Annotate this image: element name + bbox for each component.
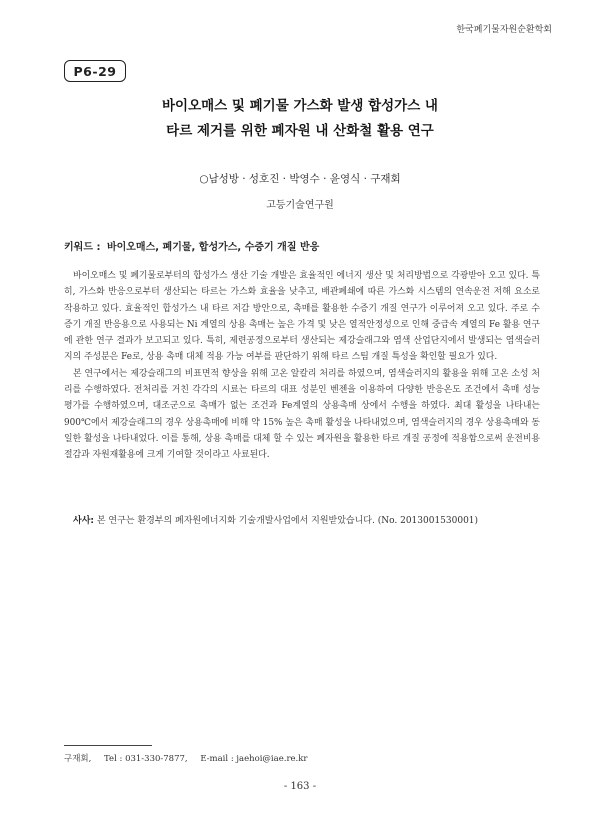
keywords-text: 바이오매스, 폐기물, 합성가스, 수증기 개질 반응 bbox=[106, 242, 320, 253]
society-header: 한국폐기물자원순환학회 bbox=[456, 25, 552, 35]
body-paragraph-2: 본 연구에서는 제강슬래그의 비표면적 향상을 위해 고온 알칼리 처리를 하였으며, 염색슬러지의 활용을 위해 고온 소성 처리를 수행하였다. 전처리를 거친 각각의 시료는 타르의 대표 성분인 벤젠을 이용하여 다양한 반응온도 조건에서 촉매 성능 평가를 수행하였으며, 대조군으로 촉매가 없는 조건과 Fe계열의 상용촉매 상에서 수행을 하였다. 최대 활성을 나타내는 900℃에서 제강슬래그의 경우 상용촉매에 비해 약 15% 높은 촉매 활성을 나타내었으며, 염색슬러지의 경우 상용촉매와 동일한 활성을 나타내었다. 이를 통해, 상용 촉매를 대체 할 수 있는 폐자원을 활용한 타르 개질 공정에 적용함으로써 운전비용 절감과 자원재활용에 크게 기여할 것이라고 사료된다. bbox=[64, 368, 540, 461]
footnote-divider bbox=[64, 745, 152, 746]
paper-title bbox=[40, 94, 560, 144]
title-line-2: 타르 제거를 위한 폐자원 내 산화철 활용 연구 bbox=[166, 123, 434, 139]
footnote-email: E-mail : jaehoi@iae.re.kr bbox=[200, 754, 308, 764]
footnote bbox=[64, 752, 317, 764]
title-line-1: 바이오매스 및 폐기물 가스화 발생 합성가스 내 bbox=[162, 98, 438, 114]
paper-code-badge: P6-29 bbox=[64, 60, 126, 82]
acknowledgement-label: 사사: bbox=[73, 516, 94, 526]
affiliation: 고등기술연구원 bbox=[266, 200, 334, 211]
page-number: - 163 - bbox=[283, 781, 317, 792]
author-list: ○남성방 · 성호진 · 박영수 · 윤영식 · 구재회 bbox=[199, 173, 401, 185]
footnote-author: 구재회, bbox=[64, 754, 92, 764]
body-paragraph-1: 바이오매스 및 폐기물로부터의 합성가스 생산 기술 개발은 효율적인 에너지 생산 및 처리방법으로 각광받아 오고 있다. 특히, 가스화 반응으로부터 생산되는 타르는 가스화 효율을 낮추고, 배관폐쇄에 따른 가스화 시스템의 연속운전 저해 요소로 작용하고 있다. 효율적인 합성가스 내 타르 저감 방안으로, 촉매를 활용한 수증기 개질 연구가 이루어져 오고 있다. 주로 수증기 개질 반응용으로 사용되는 Ni 계열의 상용 촉매는 높은 가격 및 낮은 열적안정성으로 인해 중급속 계열의 Fe 활용 연구에 관한 연구 결과가 보고되고 있다. 특히, 제련공정으로부터 생산되는 제강슬래그와 염색 산업단지에서 발생되는 염색슬러지의 주성분은 Fe로, 상용 촉매 대체 적용 가능 여부를 판단하기 위해 타르 스팀 개질 특성을 확인할 필요가 있다. bbox=[64, 271, 540, 363]
acknowledgement bbox=[64, 514, 550, 528]
keywords-label: 키워드 : bbox=[64, 242, 101, 253]
keywords bbox=[64, 238, 550, 253]
acknowledgement-text: 본 연구는 환경부의 폐자원에너지화 기술개발사업에서 지원받았습니다. (No. 2013001530001) bbox=[96, 516, 479, 526]
footnote-tel: Tel : 031-330-7877, bbox=[104, 754, 188, 764]
abstract-body bbox=[64, 268, 540, 464]
